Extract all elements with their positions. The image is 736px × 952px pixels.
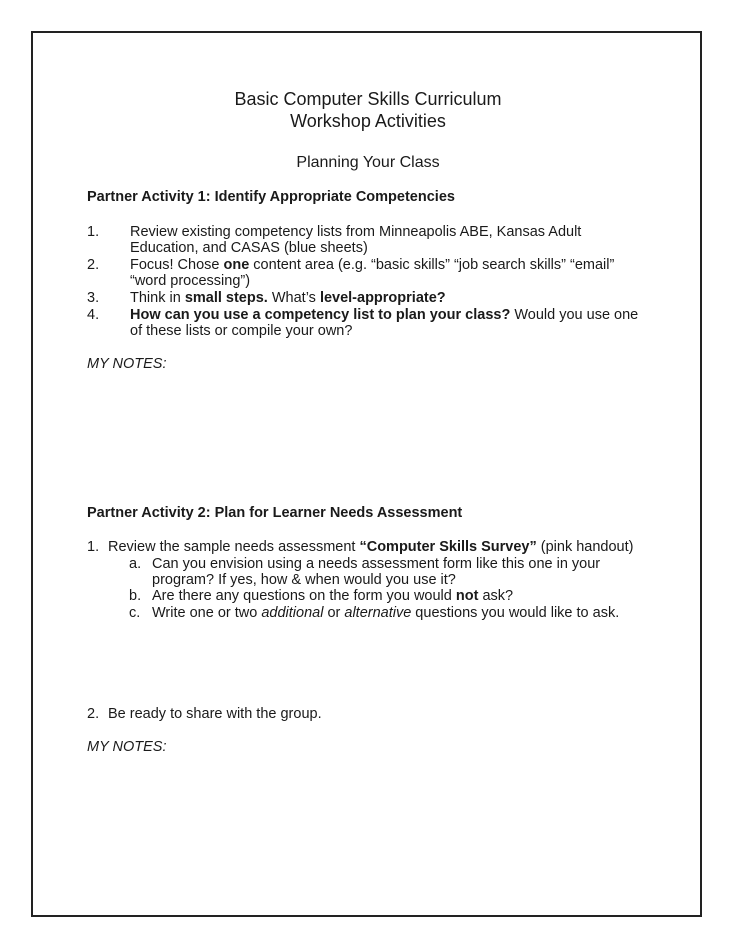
list-item-text: of these lists or compile your own? <box>130 323 353 339</box>
sublist-letter: b. <box>129 588 142 604</box>
list-number: 1. <box>87 539 100 555</box>
list-item-text: How can you use a competency list to plan your class? Would you use one <box>130 307 639 323</box>
activity2-heading: Partner Activity 2: Plan for Learner Needs Assessment <box>87 505 463 521</box>
list-item-text: Review the sample needs assessment “Computer Skills Survey” (pink handout) <box>108 539 634 555</box>
sublist-item-text: Can you envision using a needs assessment form like this one in your <box>152 556 601 572</box>
list-number: 2. <box>87 706 100 722</box>
list-number: 3. <box>87 290 100 306</box>
sublist-item-text: program? If yes, how & when would you use it? <box>152 572 456 588</box>
notes-label: MY NOTES: <box>87 356 167 372</box>
document-title-line2: Workshop Activities <box>290 111 446 131</box>
list-item-text: Education, and CASAS (blue sheets) <box>130 240 368 256</box>
document-title: Basic Computer Skills Curriculum <box>234 89 502 109</box>
sublist-letter: a. <box>129 556 142 572</box>
sublist-letter: c. <box>129 605 141 621</box>
sublist-item-text: Write one or two additional or alternative questions you would like to ask. <box>152 605 620 621</box>
list-item-text: “word processing”) <box>130 273 251 289</box>
list-number: 1. <box>87 224 100 240</box>
list-number: 2. <box>87 257 100 273</box>
list-item-text: Review existing competency lists from Minneapolis ABE, Kansas Adult <box>130 224 582 240</box>
notes-label: MY NOTES: <box>87 739 167 755</box>
activity1-heading: Partner Activity 1: Identify Appropriate Competencies <box>87 189 455 205</box>
section-subtitle: Planning Your Class <box>296 154 440 171</box>
list-item-text: Think in small steps. What’s level-appropriate? <box>130 290 446 306</box>
list-item-text: Focus! Chose one content area (e.g. “basic skills” “job search skills” “email” <box>130 257 615 273</box>
sublist-item-text: Are there any questions on the form you would not ask? <box>152 588 514 604</box>
list-item-text: Be ready to share with the group. <box>108 706 322 722</box>
list-number: 4. <box>87 307 100 323</box>
